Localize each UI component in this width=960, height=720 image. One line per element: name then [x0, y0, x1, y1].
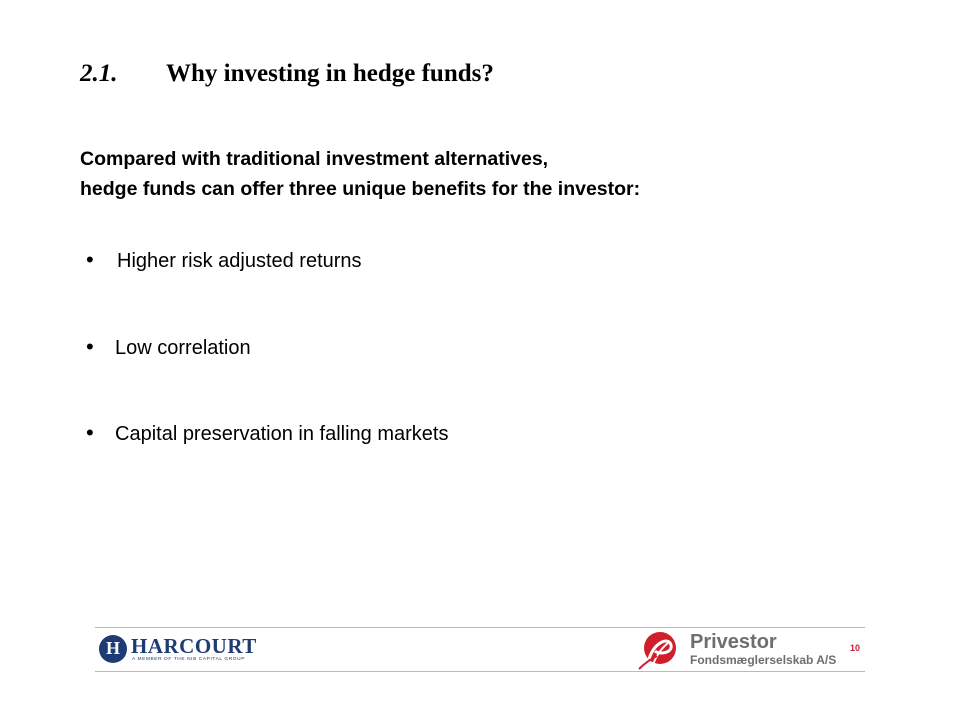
privestor-name: Privestor — [690, 631, 777, 653]
intro-text — [80, 144, 840, 204]
intro-line-2: hedge funds can offer three unique benefits for the investor: — [80, 178, 641, 200]
title-text: Why investing in hedge funds? — [166, 60, 494, 87]
harcourt-logo — [99, 634, 264, 666]
section-number: 2.1. — [80, 60, 118, 87]
bullet-dot-icon: • — [86, 334, 94, 359]
footer — [95, 627, 865, 672]
privestor-logo — [635, 629, 845, 671]
bullet-dot-icon: • — [86, 420, 94, 445]
harcourt-name: HARCOURT — [131, 634, 257, 658]
harcourt-tagline: A MEMBER OF THE NIB CAPITAL GROUP — [132, 657, 245, 662]
slide-title — [80, 60, 494, 88]
intro-line-1: Compared with traditional investment alternatives, — [80, 148, 549, 170]
bullet-text-2: Low correlation — [115, 337, 251, 359]
bullet-dot-icon: • — [86, 247, 94, 272]
page-number: 10 — [850, 643, 861, 653]
privestor-swirl-icon — [635, 629, 685, 671]
privestor-subtitle: Fondsmæglerselskab A/S — [690, 653, 837, 667]
harcourt-mark-icon: H — [99, 635, 127, 663]
bullet-text-3: Capital preservation in falling markets — [115, 423, 449, 445]
bullet-text-1: Higher risk adjusted returns — [117, 250, 362, 272]
